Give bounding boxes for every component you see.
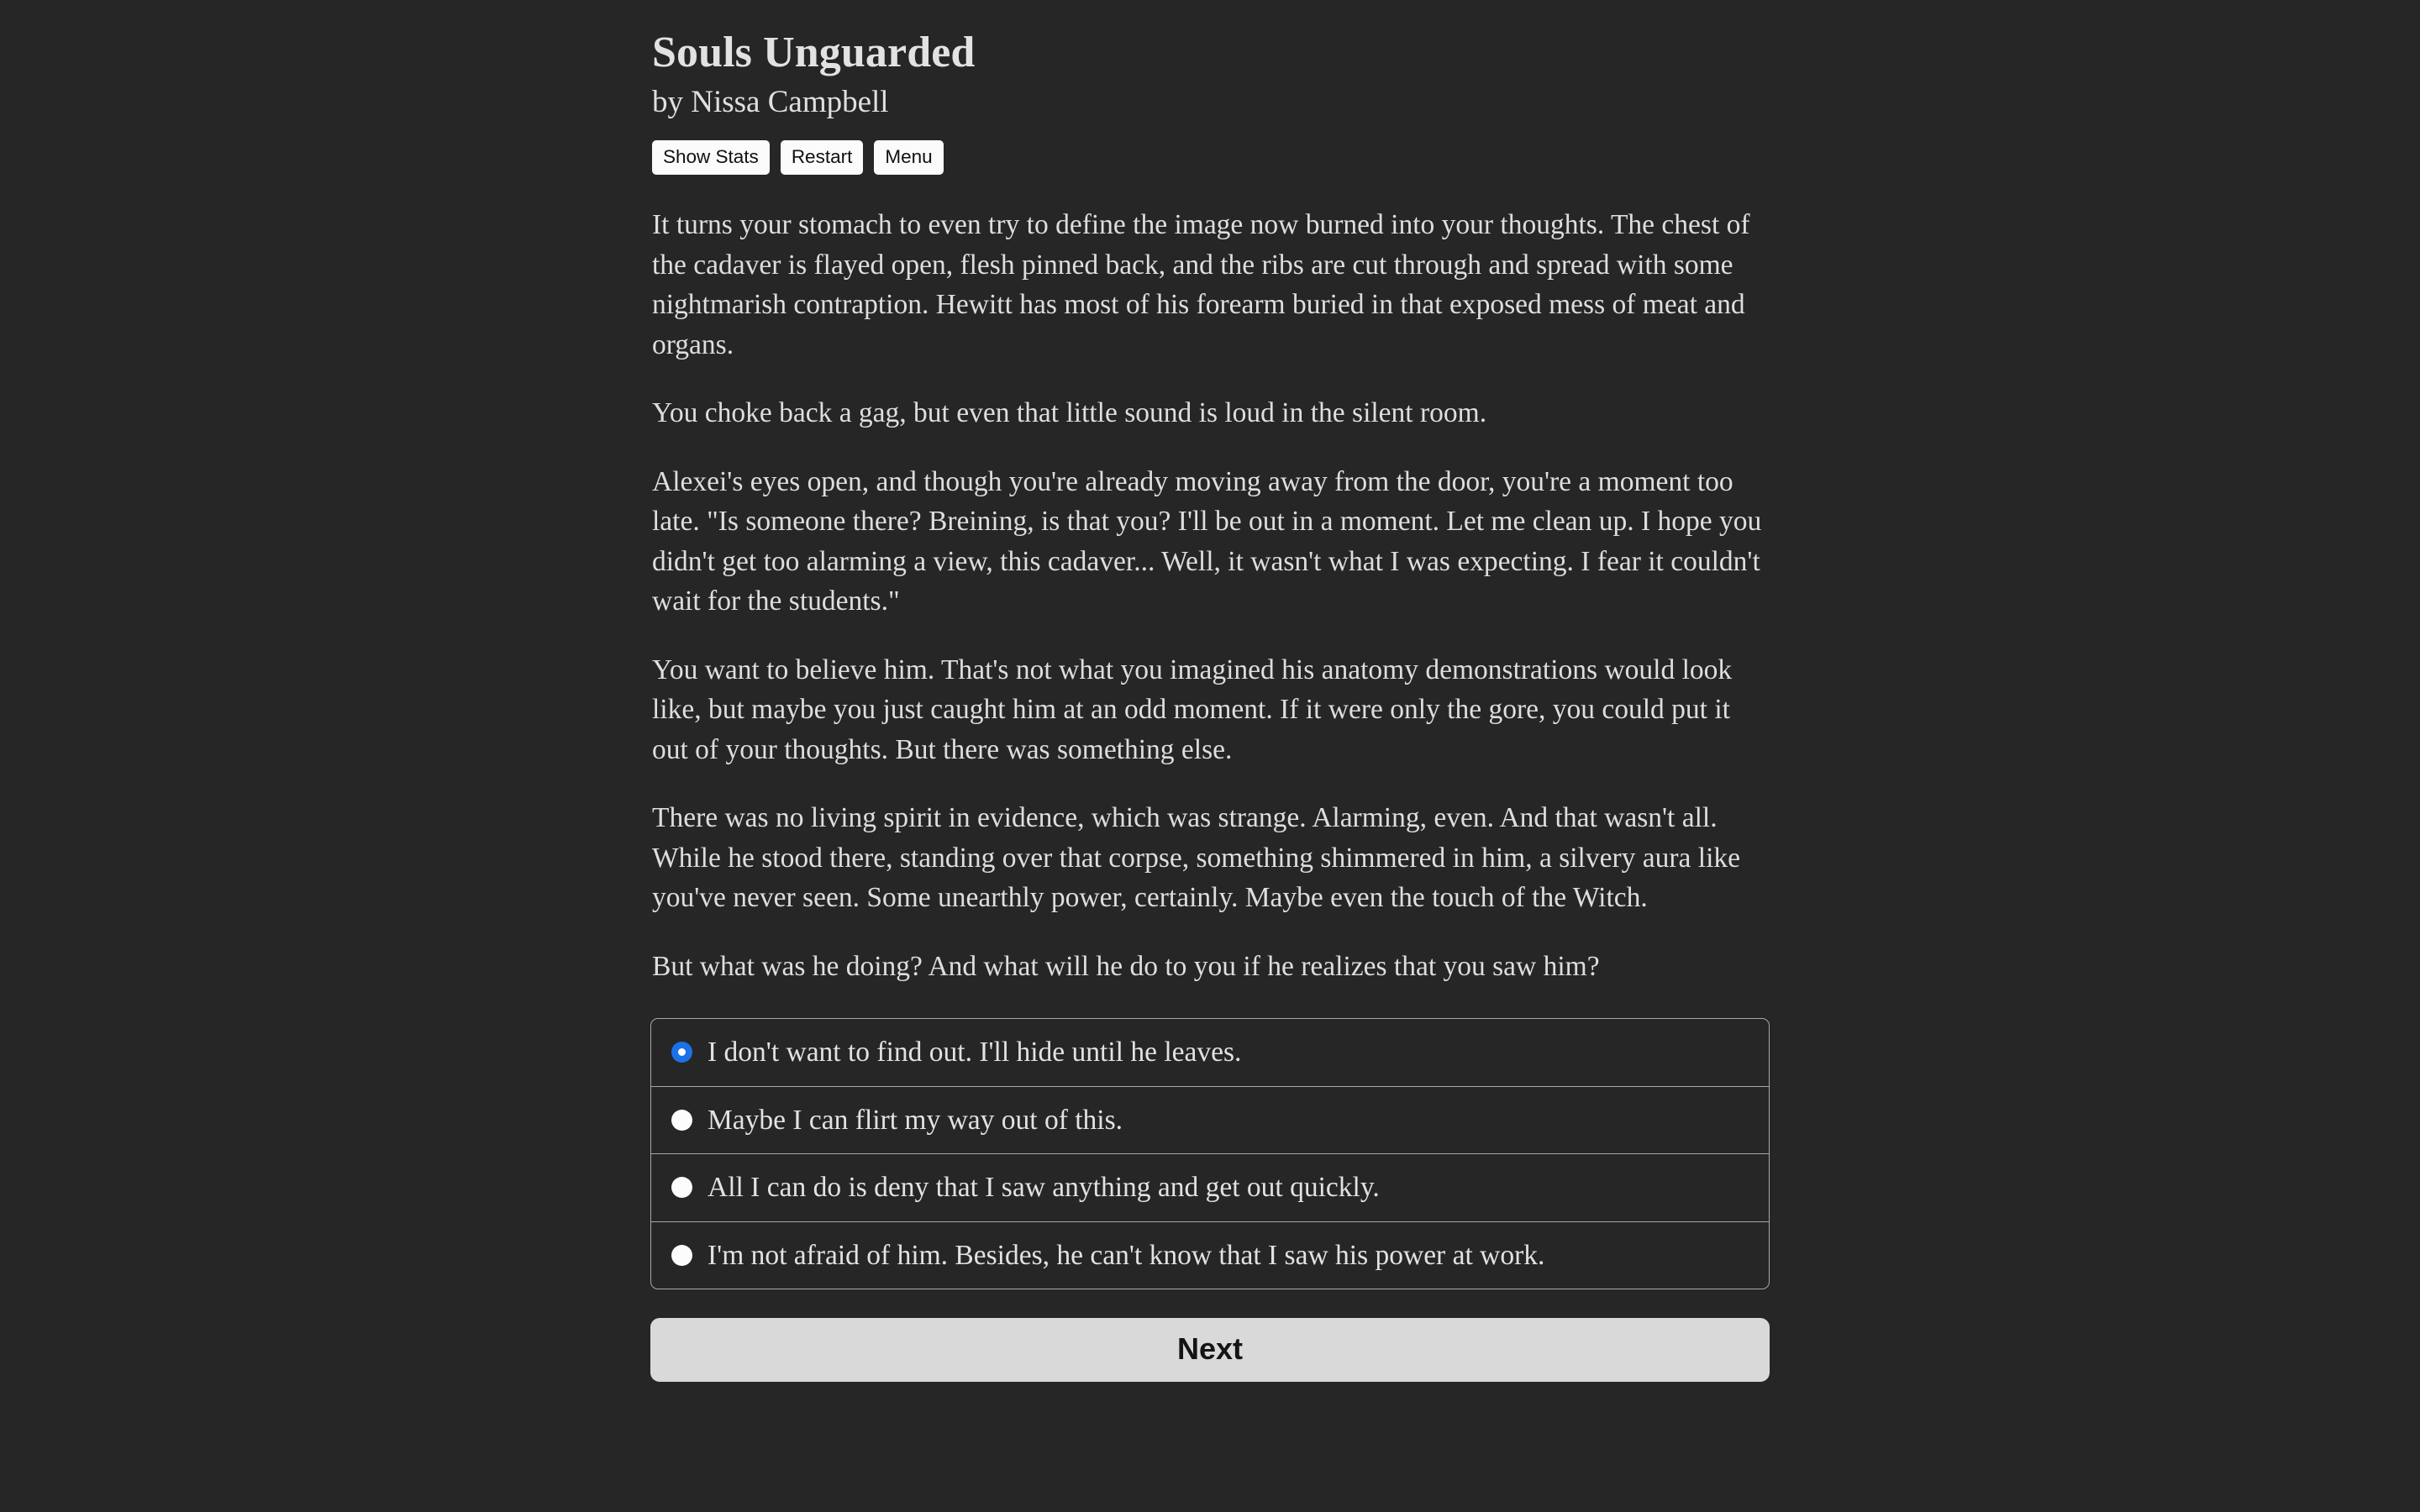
radio-unselected-icon[interactable]: [671, 1110, 692, 1131]
page-title: Souls Unguarded: [652, 29, 976, 76]
radio-unselected-icon[interactable]: [671, 1245, 692, 1266]
story-paragraph: There was no living spirit in evidence, which was strange. Alarming, even. And that wasn't all. While he stood there, standing over that corpse, something shimmered in him, a silvery aura like you've never seen. Some unearthly power, certainly. Maybe even the touch of the Witch.: [652, 802, 1741, 914]
story-paragraph: You choke back a gag, but even that little sound is loud in the silent room.: [652, 397, 1487, 429]
choice-option[interactable]: [651, 1019, 1769, 1087]
choice-option[interactable]: [651, 1154, 1769, 1222]
story-paragraph: You want to believe him. That's not what you imagined his anatomy demonstrations would look like, but maybe you just caught him at an odd moment. If it were only the gore, you could put it out of your thoughts. But there was something else.: [652, 654, 1733, 765]
story-paragraph: It turns your stomach to even try to define the image now burned into your thoughts. The chest of the cadaver is flayed open, flesh pinned back, and the ribs are cut through and spread with some nightmarish contraption. Hewitt has most of his forearm buried in that exposed mess of meat and organs.: [652, 209, 1750, 360]
choice-option[interactable]: [651, 1087, 1769, 1155]
story-text: [650, 205, 1770, 986]
show-stats-button[interactable]: Show Stats: [652, 140, 770, 176]
story-paragraph: But what was he doing? And what will he do to you if he realizes that you saw him?: [652, 950, 1600, 982]
choice-option-label: Maybe I can flirt my way out of this.: [708, 1104, 1123, 1136]
choice-option-label: I'm not afraid of him. Besides, he can't know that I saw his power at work.: [708, 1239, 1545, 1271]
menu-button[interactable]: Menu: [874, 140, 943, 176]
choice-list[interactable]: [650, 1018, 1770, 1289]
choice-option-label: I don't want to find out. I'll hide until he leaves.: [708, 1037, 1242, 1068]
choice-option[interactable]: [651, 1222, 1769, 1289]
story-paragraph: Alexei's eyes open, and though you're already moving away from the door, you're a moment too late. "Is someone there? Breining, is that you? I'll be out in a moment. Let me clean up. I hope you didn't get too alarming a view, this cadaver... Well, it wasn't what I was expecting. I fear it couldn't wait for the students.": [652, 465, 1762, 617]
radio-unselected-icon[interactable]: [671, 1177, 692, 1198]
restart-button[interactable]: Restart: [781, 140, 864, 176]
author-byline: by Nissa Campbell: [652, 85, 889, 120]
choice-option-label: All I can do is deny that I saw anything and get out quickly.: [708, 1172, 1380, 1204]
next-button[interactable]: Next: [650, 1318, 1770, 1382]
radio-selected-icon[interactable]: [671, 1042, 692, 1063]
toolbar: [650, 140, 1770, 176]
story-column: [650, 0, 1770, 1382]
